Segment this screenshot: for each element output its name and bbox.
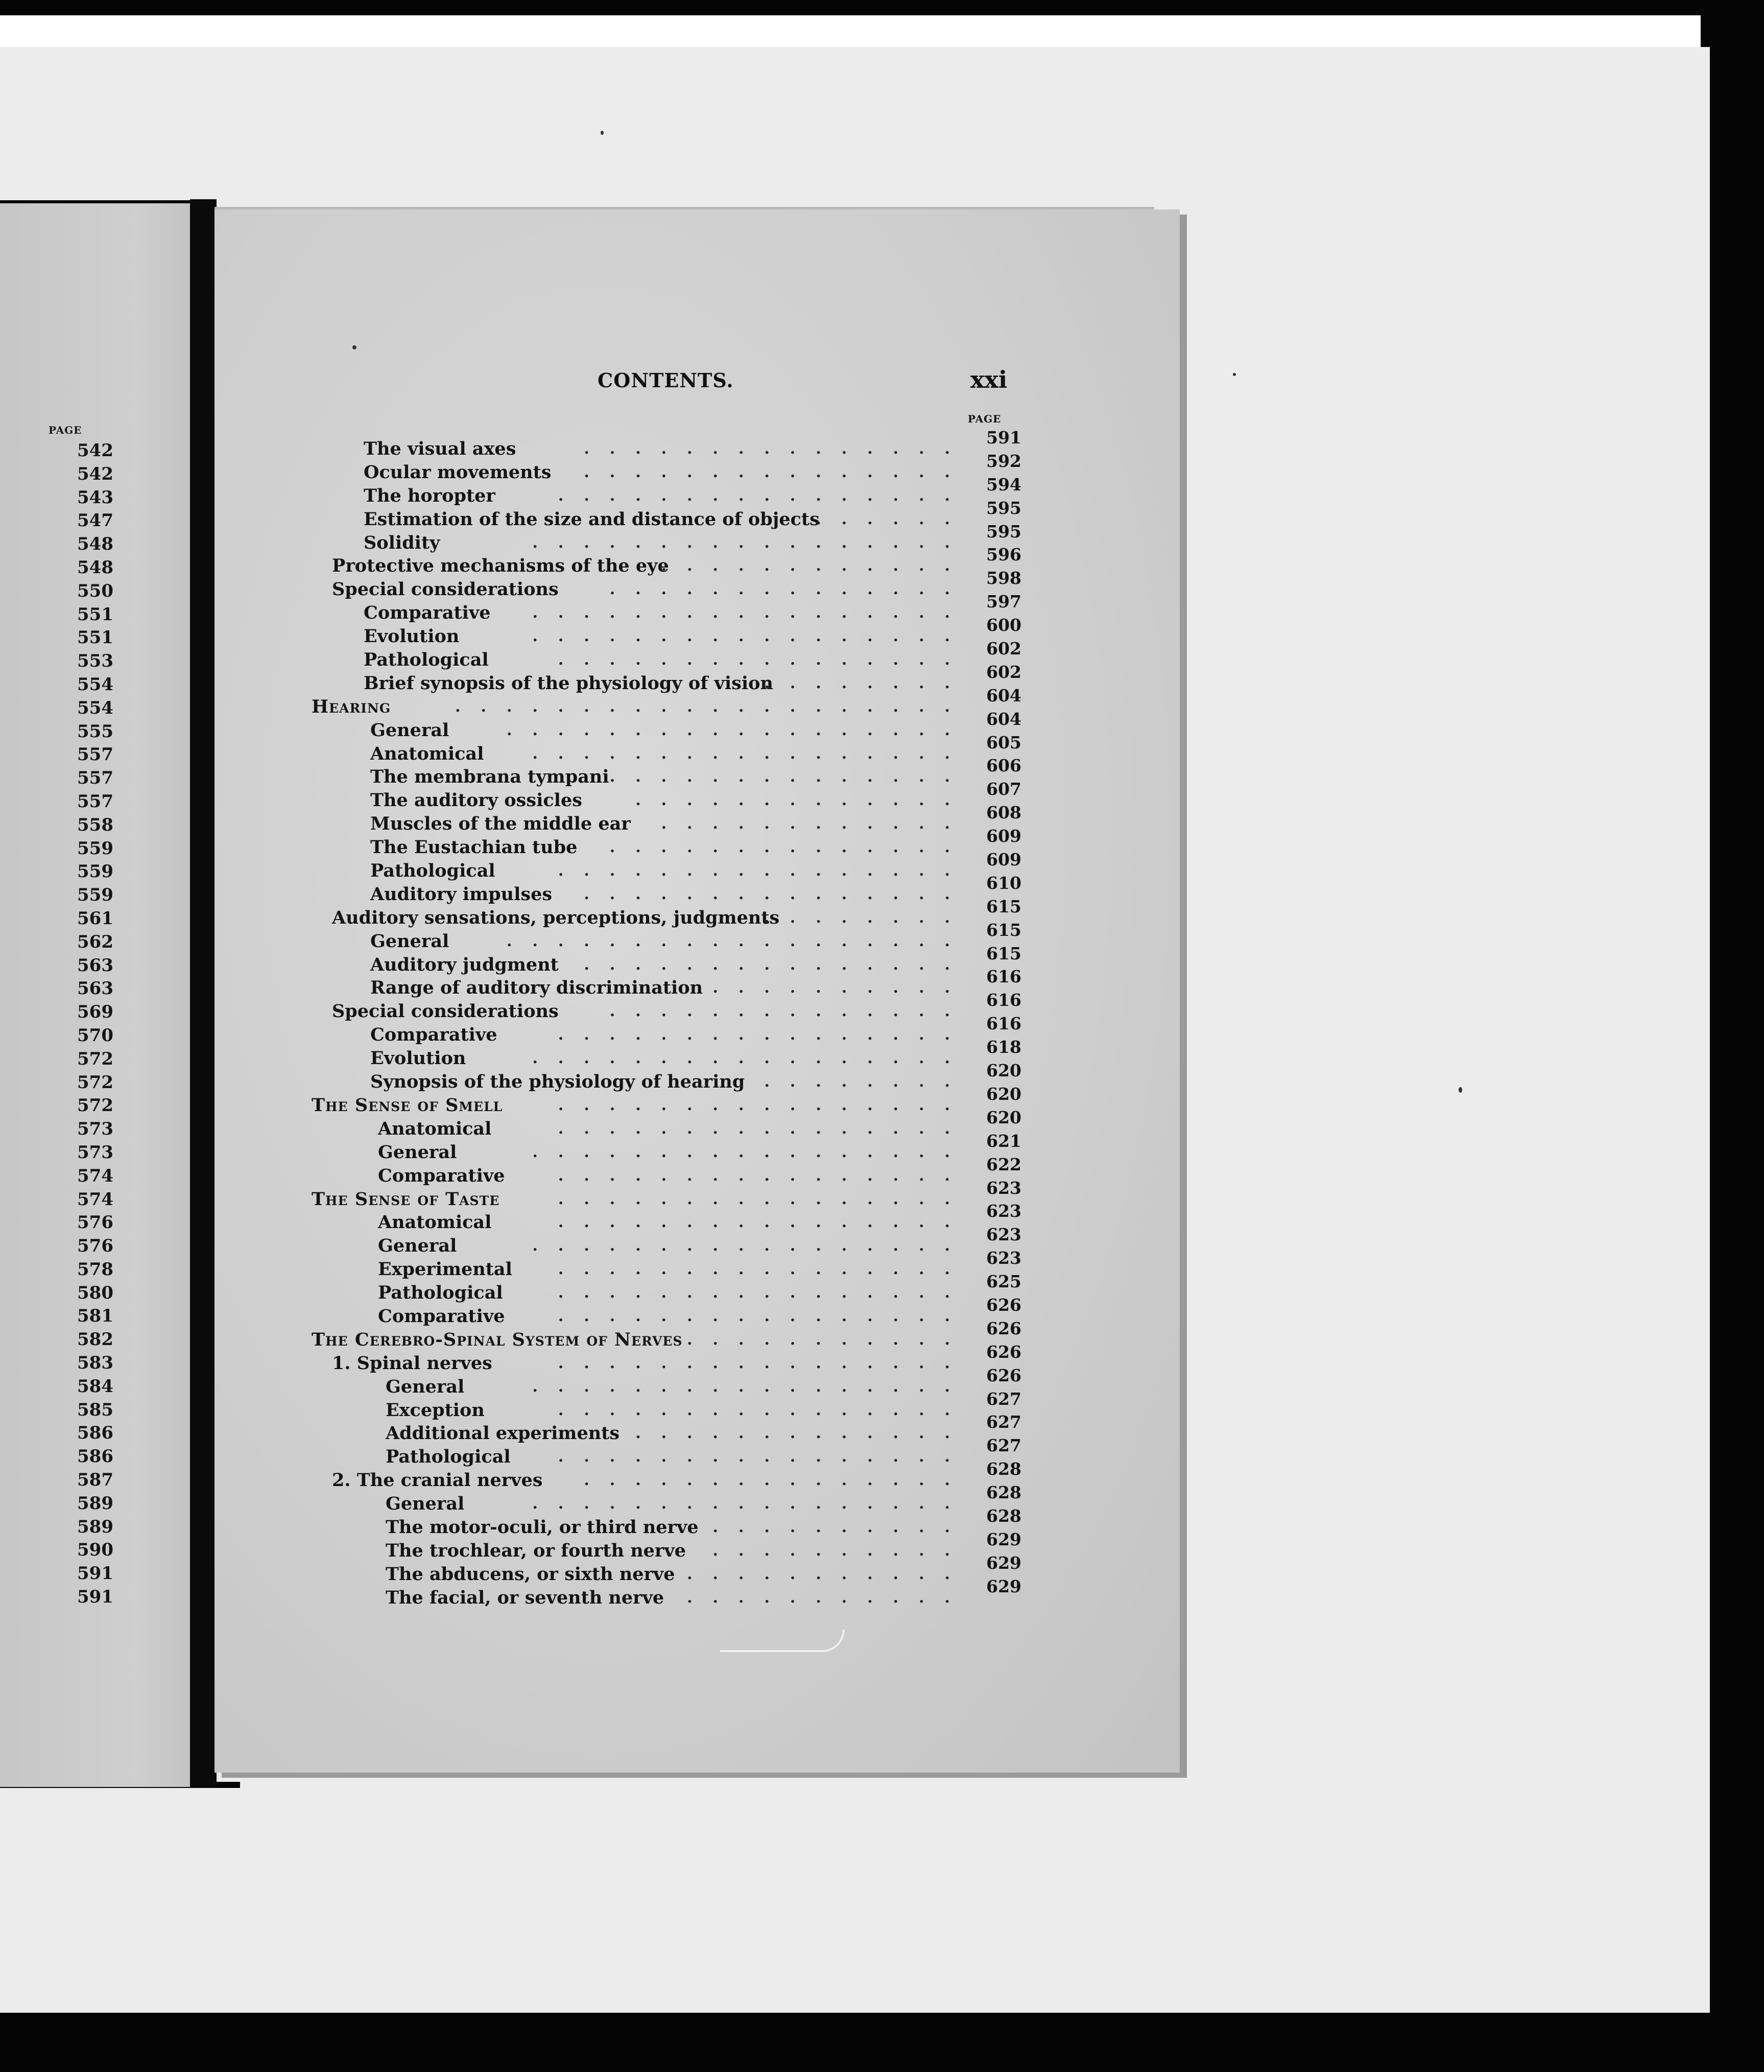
top-border (0, 0, 1764, 15)
toc-page-number: 629 (986, 1552, 1021, 1573)
previous-page-number: 581 (77, 1306, 113, 1327)
toc-entry: Anatomical (370, 743, 484, 764)
previous-page-number: 559 (77, 861, 113, 882)
toc-row (306, 709, 1027, 742)
toc-row (306, 662, 1027, 695)
previous-page-number: 548 (77, 557, 113, 578)
leader-dots: .............. (609, 1002, 970, 1021)
toc-page-number: 592 (986, 451, 1021, 471)
toc-row (306, 1248, 1027, 1281)
toc-entry: The Sense of Smell (312, 1094, 503, 1116)
toc-row (306, 498, 1027, 531)
previous-page-number: 584 (77, 1376, 113, 1397)
toc-row (306, 1178, 1027, 1211)
leader-dots: ................ (558, 1401, 970, 1419)
leader-dots: .................. (507, 932, 970, 950)
previous-page-number: 583 (77, 1353, 113, 1374)
toc-page-number: 597 (986, 592, 1021, 612)
toc-page-number: 626 (986, 1365, 1021, 1385)
toc-page-number: 623 (986, 1178, 1021, 1198)
bottom-border (0, 2013, 1764, 2072)
toc-row (306, 990, 1027, 1023)
toc-entry: Pathological (364, 649, 489, 671)
toc-row (306, 1084, 1027, 1117)
toc-row (306, 1576, 1027, 1610)
previous-page-number: 563 (77, 955, 113, 976)
leader-dots: ................. (532, 1237, 970, 1255)
dust-speck (1459, 1087, 1462, 1093)
toc-entry: Comparative (378, 1305, 505, 1327)
leader-dots: ............... (584, 1471, 970, 1490)
toc-page-number: 607 (986, 779, 1021, 799)
previous-page-number: 591 (77, 1563, 113, 1584)
page-crease (720, 1630, 845, 1652)
toc-entry: Anatomical (378, 1212, 492, 1233)
toc-row (306, 1225, 1027, 1258)
toc-entry: General (378, 1235, 457, 1257)
toc-page-number: 623 (986, 1201, 1021, 1221)
toc-entry: The abducens, or sixth nerve (386, 1563, 675, 1585)
previous-page-number: 557 (77, 768, 113, 789)
toc-entry: Exception (386, 1399, 485, 1421)
previous-page-numbers (0, 439, 113, 1609)
previous-page-number: 555 (77, 721, 113, 742)
previous-page-number: 590 (77, 1540, 113, 1561)
leader-dots: ........ (764, 674, 970, 692)
toc-row (306, 685, 1027, 719)
toc-page-number: 628 (986, 1482, 1021, 1503)
previous-page-number: 585 (77, 1399, 113, 1420)
toc-entry: The horopter (364, 485, 495, 506)
toc-entry: Evolution (364, 626, 460, 647)
toc-row (306, 615, 1027, 648)
previous-page-number: 557 (77, 744, 113, 765)
leader-dots: ............ (661, 557, 970, 575)
toc-page-number: 615 (986, 943, 1021, 963)
leader-dots: ................. (532, 627, 970, 646)
leader-dots: ............... (584, 955, 970, 974)
previous-page-number: 547 (77, 510, 113, 531)
toc-entry: Brief synopsis of the physiology of vision (364, 672, 773, 694)
toc-row (306, 967, 1027, 1000)
toc-page-number: 610 (986, 873, 1021, 893)
toc-entry: Hearing (312, 696, 391, 717)
leader-dots: ................. (532, 1049, 970, 1068)
leader-dots: ................ (558, 1260, 970, 1279)
toc-row (306, 1201, 1027, 1234)
toc-page-number: 623 (986, 1248, 1021, 1268)
toc-page-number: 616 (986, 990, 1021, 1010)
toc-entry: Evolution (370, 1048, 466, 1069)
toc-entry: The trochlear, or fourth nerve (386, 1540, 686, 1561)
toc-row (306, 1294, 1027, 1328)
toc-row (306, 428, 1027, 461)
toc-page-number: 602 (986, 662, 1021, 682)
leader-dots: ................ (558, 1119, 970, 1138)
previous-page-number: 572 (77, 1048, 113, 1069)
previous-page-number: 543 (77, 487, 113, 508)
previous-page-number: 578 (77, 1259, 113, 1280)
toc-entry: Ocular movements (364, 461, 552, 483)
right-border (1710, 47, 1764, 2013)
toc-page-number: 621 (986, 1131, 1021, 1151)
previous-page-number: 576 (77, 1236, 113, 1257)
leader-dots: ................ (558, 486, 970, 505)
previous-page-number: 551 (77, 604, 113, 625)
toc-row (306, 1061, 1027, 1094)
toc-entry: Auditory impulses (370, 883, 553, 905)
toc-page-number: 591 (986, 428, 1021, 448)
toc-entry: General (378, 1141, 457, 1163)
previous-page-number: 569 (77, 1002, 113, 1023)
previous-page-number: 586 (77, 1446, 113, 1467)
toc-page-number: 600 (986, 615, 1021, 635)
toc-entry: Pathological (370, 860, 495, 882)
toc-page-number: 626 (986, 1341, 1021, 1362)
leader-dots: ......... (738, 1073, 970, 1091)
toc-page-number: 604 (986, 685, 1021, 705)
toc-row (306, 943, 1027, 977)
dust-speck (352, 345, 356, 349)
toc-page-number: 626 (986, 1318, 1021, 1338)
leader-dots: .............. (609, 580, 970, 599)
toc-entry: Estimation of the size and distance of objects (364, 508, 820, 530)
leader-dots: ................ (558, 1284, 970, 1302)
toc-entry: 2. The cranial nerves (332, 1470, 543, 1491)
leader-dots: ................. (532, 1377, 970, 1396)
previous-page-number: 573 (77, 1119, 113, 1140)
toc-page-number: 602 (986, 639, 1021, 659)
toc-entry: Solidity (364, 532, 440, 553)
previous-page-number: 574 (77, 1165, 113, 1186)
leader-dots: .......... (712, 979, 970, 997)
toc-page-number: 629 (986, 1529, 1021, 1549)
toc-entry: Special considerations (332, 579, 559, 600)
toc-row (306, 1154, 1027, 1188)
previous-page-number: 553 (77, 651, 113, 672)
toc-row (306, 1341, 1027, 1375)
previous-page-number: 576 (77, 1212, 113, 1233)
previous-page-number: 580 (77, 1282, 113, 1303)
toc-entry: Anatomical (378, 1118, 492, 1139)
previous-page-number: 570 (77, 1025, 113, 1046)
toc-page-number: 615 (986, 920, 1021, 940)
previous-page-number: 559 (77, 838, 113, 859)
toc-row (306, 521, 1027, 555)
leader-dots: ................. (532, 604, 970, 622)
toc-entry: General (370, 930, 449, 952)
previous-page-number: 557 (77, 791, 113, 812)
toc-entry: General (386, 1376, 465, 1397)
leader-dots: .............. (609, 768, 970, 786)
toc-row (306, 779, 1027, 812)
toc-entry: Muscles of the middle ear (370, 813, 631, 835)
toc-row (306, 592, 1027, 625)
toc-row (306, 1552, 1027, 1586)
toc-page-number: 606 (986, 756, 1021, 776)
leader-dots: ............. (635, 791, 970, 810)
leader-dots: ................. (532, 1143, 970, 1161)
toc-entry: Comparative (364, 602, 491, 624)
table-of-contents (306, 428, 1027, 1610)
previous-page-number: 542 (77, 440, 113, 461)
toc-page-number: 620 (986, 1084, 1021, 1104)
toc-row (306, 1529, 1027, 1563)
leader-dots: ...... (816, 510, 970, 528)
toc-page-number: 598 (986, 568, 1021, 588)
leader-dots: .......... (712, 1541, 970, 1560)
leader-dots: ................ (558, 1026, 970, 1044)
toc-page-number: 618 (986, 1037, 1021, 1057)
previous-page-number: 572 (77, 1072, 113, 1093)
toc-page-number: 596 (986, 545, 1021, 565)
previous-page-number: 563 (77, 978, 113, 999)
leader-dots: ................ (558, 1190, 970, 1208)
toc-row (306, 1482, 1027, 1516)
toc-row (306, 1037, 1027, 1070)
toc-page-number: 616 (986, 1014, 1021, 1034)
toc-entry: The membrana tympani (370, 766, 609, 788)
leader-dots: ................ (558, 1096, 970, 1114)
previous-page-number: 582 (77, 1329, 113, 1350)
previous-page-number: 573 (77, 1142, 113, 1163)
toc-entry: Pathological (386, 1446, 511, 1468)
page-title: CONTENTS. (598, 369, 734, 392)
toc-entry: The motor-oculi, or third nerve (386, 1516, 699, 1538)
previous-page-number: 551 (77, 627, 113, 648)
toc-entry: Comparative (370, 1024, 497, 1046)
leader-dots: ................ (558, 1307, 970, 1325)
toc-row (306, 920, 1027, 953)
toc-entry: The Eustachian tube (370, 837, 578, 858)
toc-page-number: 629 (986, 1576, 1021, 1596)
toc-page-number: 625 (986, 1272, 1021, 1292)
toc-page-number: 620 (986, 1061, 1021, 1081)
toc-page-number: 627 (986, 1435, 1021, 1456)
toc-page-number: 595 (986, 521, 1021, 541)
previous-page-number: 574 (77, 1189, 113, 1210)
leader-dots: ............ (661, 815, 970, 833)
leader-dots: ............... (584, 463, 970, 481)
leader-dots: ........ (764, 908, 970, 927)
toc-page-number: 616 (986, 967, 1021, 987)
toc-row (306, 1505, 1027, 1539)
toc-entry: Range of auditory discrimination (370, 977, 703, 999)
leader-dots: ............... (584, 885, 970, 903)
toc-entry: The Sense of Taste (312, 1188, 500, 1210)
toc-entry: Auditory sensations, perceptions, judgments (332, 907, 780, 928)
previous-page-number: 587 (77, 1470, 113, 1491)
toc-page-number: 609 (986, 850, 1021, 870)
toc-entry: 1. Spinal nerves (332, 1352, 492, 1374)
toc-page-number: 609 (986, 826, 1021, 846)
previous-page-number: 550 (77, 580, 113, 601)
toc-page-number: 605 (986, 732, 1021, 752)
toc-page-number: 628 (986, 1459, 1021, 1479)
toc-entry: General (370, 719, 449, 741)
leader-dots: ............... (584, 440, 970, 458)
toc-row (306, 1014, 1027, 1047)
toc-entry: Special considerations (332, 1001, 559, 1022)
toc-entry: The Cerebro-Spinal System of Nerves (312, 1329, 683, 1350)
previous-page-number: 589 (77, 1516, 113, 1537)
previous-page-number: 561 (77, 908, 113, 929)
previous-page-number: 591 (77, 1587, 113, 1608)
previous-page-number: 548 (77, 534, 113, 555)
previous-page-number: 559 (77, 885, 113, 906)
leader-dots: ................ (558, 1448, 970, 1466)
toc-row (306, 732, 1027, 766)
toc-row (306, 474, 1027, 508)
leader-dots: ........... (687, 1565, 970, 1583)
toc-entry: Experimental (378, 1259, 512, 1280)
previous-page-number: 554 (77, 674, 113, 695)
toc-entry: Protective mechanisms of the eye (332, 555, 669, 577)
previous-page-number: 542 (77, 463, 113, 484)
leader-dots: .............. (609, 838, 970, 857)
toc-entry: Pathological (378, 1282, 503, 1304)
toc-row (306, 896, 1027, 930)
leader-dots: .................... (455, 697, 970, 716)
top-border-right (1701, 0, 1764, 47)
toc-page-number: 604 (986, 709, 1021, 729)
toc-row (306, 639, 1027, 672)
previous-page-number: 562 (77, 931, 113, 952)
toc-row (306, 1272, 1027, 1305)
leader-dots: ................ (558, 651, 970, 669)
toc-row (306, 1435, 1027, 1469)
toc-entry: The visual axes (364, 438, 516, 459)
toc-entry: The facial, or seventh nerve (386, 1587, 664, 1608)
leader-dots: ........... (687, 1330, 970, 1349)
book-binding (190, 199, 217, 1788)
page-column-label: PAGE (968, 413, 1002, 425)
previous-page-number: 554 (77, 697, 113, 718)
toc-row (306, 803, 1027, 836)
leader-dots: ................. (532, 533, 970, 552)
previous-page-number: 589 (77, 1493, 113, 1514)
toc-entry: Auditory judgment (370, 954, 559, 975)
toc-row (306, 545, 1027, 578)
toc-row (306, 1459, 1027, 1492)
page-folio: xxi (970, 366, 1008, 393)
toc-page-number: 620 (986, 1107, 1021, 1127)
toc-page-number: 623 (986, 1225, 1021, 1245)
toc-page-number: 628 (986, 1505, 1021, 1526)
leader-dots: .................. (507, 721, 970, 739)
toc-row (306, 1412, 1027, 1445)
toc-row (306, 850, 1027, 883)
toc-entry: Additional experiments (386, 1423, 620, 1444)
leader-dots: ............. (635, 1424, 970, 1443)
toc-page-number: 615 (986, 896, 1021, 916)
toc-page-number: 627 (986, 1412, 1021, 1432)
toc-entry: Synopsis of the physiology of hearing (370, 1071, 745, 1093)
toc-page-number: 622 (986, 1154, 1021, 1174)
toc-page-number: 595 (986, 498, 1021, 518)
toc-row (306, 1131, 1027, 1164)
toc-page-number: 626 (986, 1294, 1021, 1315)
dust-speck (601, 131, 604, 135)
toc-row (306, 1388, 1027, 1422)
toc-row (306, 451, 1027, 484)
leader-dots: ................ (558, 862, 970, 880)
leader-dots: ................ (558, 1166, 970, 1185)
leader-dots: ................ (558, 1354, 970, 1372)
toc-row (306, 756, 1027, 789)
toc-entry: The auditory ossicles (370, 790, 582, 811)
toc-row (306, 1318, 1027, 1352)
toc-page-number: 594 (986, 474, 1021, 495)
leader-dots: ................. (532, 744, 970, 763)
leader-dots: .......... (712, 1518, 970, 1536)
leader-dots: ................ (558, 1213, 970, 1232)
previous-page-number: 572 (77, 1095, 113, 1116)
dust-speck (1233, 373, 1236, 376)
toc-entry: General (386, 1493, 465, 1515)
toc-row (306, 873, 1027, 906)
leader-dots: ................. (532, 1495, 970, 1513)
toc-row (306, 1365, 1027, 1399)
toc-page-number: 608 (986, 803, 1021, 823)
previous-page-number: 586 (77, 1423, 113, 1444)
toc-row (306, 568, 1027, 601)
toc-row (306, 1107, 1027, 1141)
toc-page-number: 627 (986, 1388, 1021, 1409)
previous-page-number: 558 (77, 814, 113, 835)
leader-dots: ........... (687, 1588, 970, 1607)
toc-row (306, 826, 1027, 859)
previous-page-label: PAGE (49, 424, 82, 436)
toc-entry: Comparative (378, 1165, 505, 1186)
